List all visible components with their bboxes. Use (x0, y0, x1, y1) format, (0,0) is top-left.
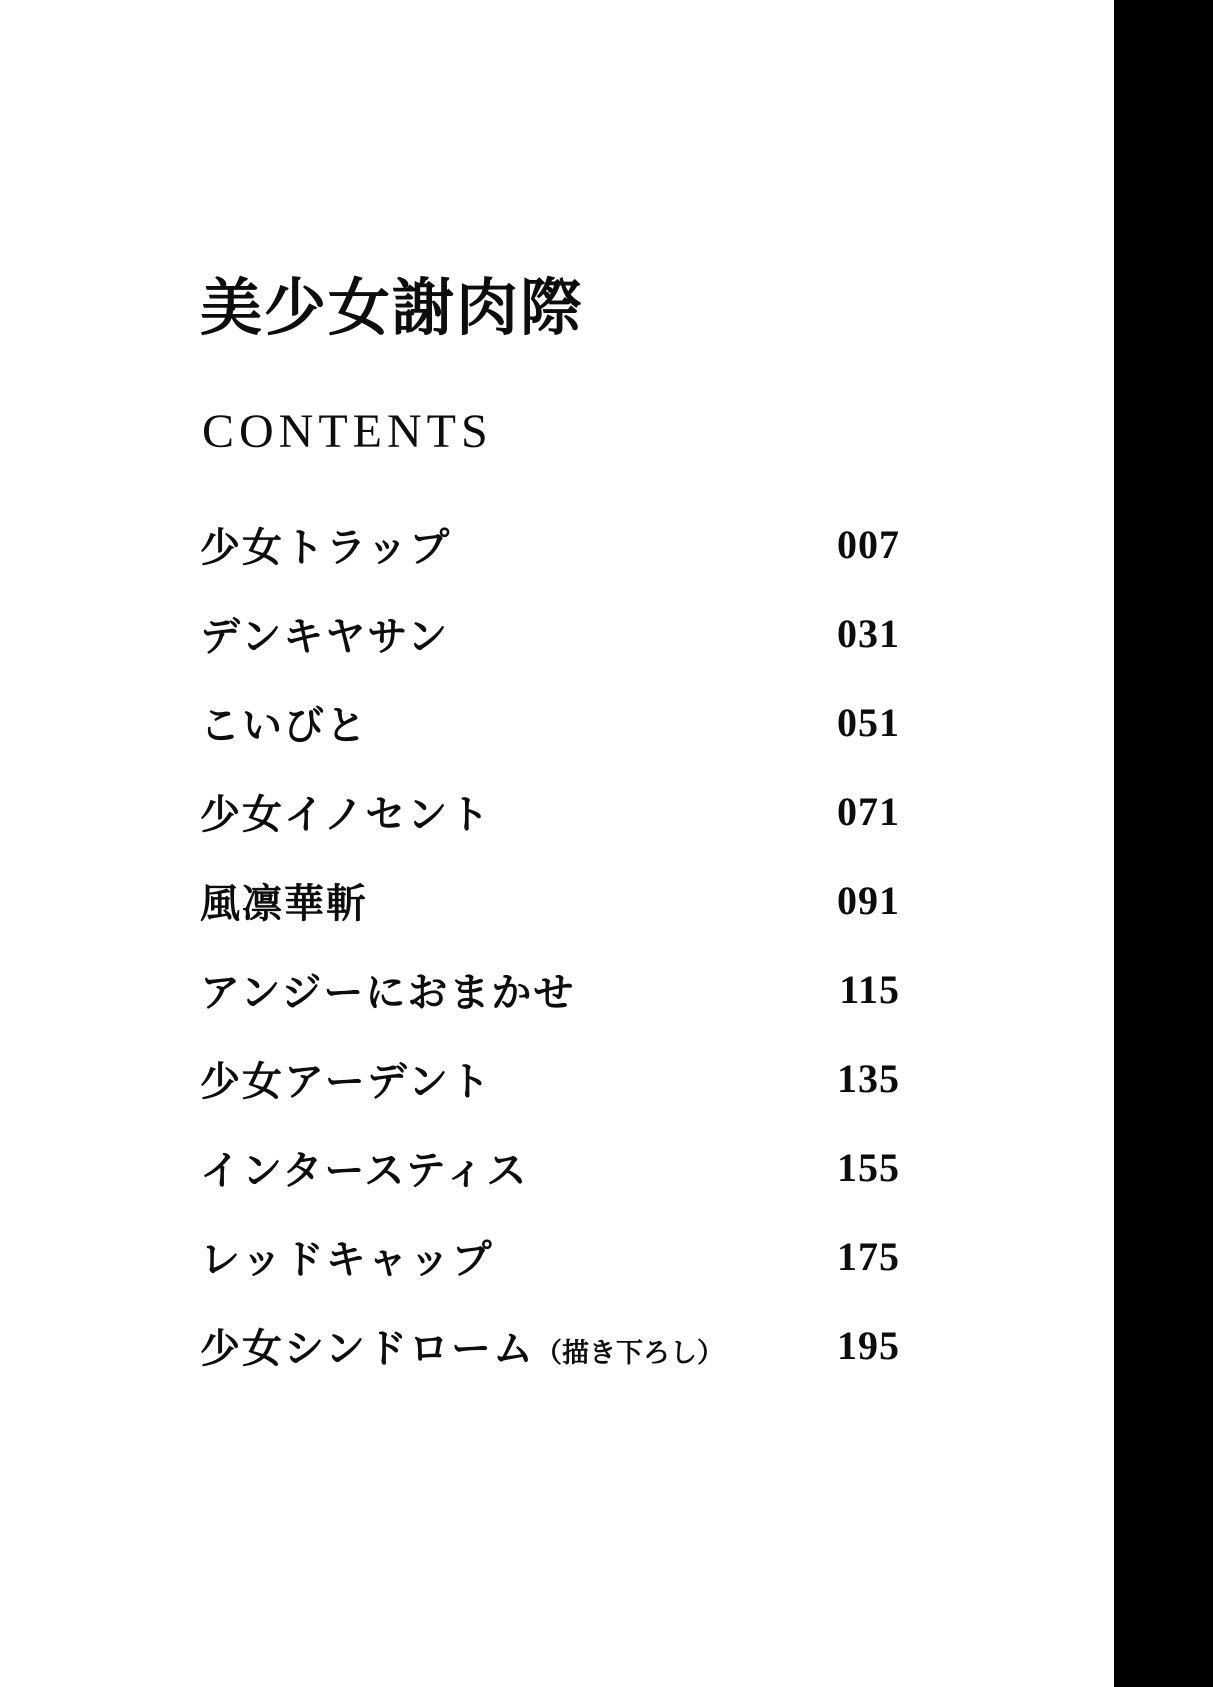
toc-entry[interactable] (200, 945, 900, 1034)
toc-entry-title: インタースティス (200, 1147, 529, 1194)
table-of-contents (200, 500, 900, 1390)
toc-entry-title: 少女シンドローム（描き下ろし） (200, 1325, 724, 1372)
toc-entry-title: レッドキャップ (200, 1236, 494, 1283)
toc-entry-title: 少女アーデント (200, 1058, 492, 1105)
toc-entry-page-number: 195 (837, 1323, 900, 1368)
toc-entry-title: デンキヤサン (200, 613, 450, 660)
toc-entry-title: 少女イノセント (200, 791, 492, 838)
contents-heading: CONTENTS (202, 405, 493, 458)
toc-entry[interactable] (200, 589, 900, 678)
toc-entry[interactable] (200, 1123, 900, 1212)
toc-entry-page-number: 007 (837, 522, 900, 567)
toc-entry-page-number: 071 (837, 789, 900, 834)
toc-entry[interactable] (200, 856, 900, 945)
toc-entry-title: アンジーにおまかせ (200, 969, 576, 1016)
toc-entry-page-number: 051 (837, 700, 900, 745)
toc-entry[interactable] (200, 767, 900, 856)
toc-entry-page-number: 115 (839, 967, 900, 1012)
toc-entry[interactable] (200, 1212, 900, 1301)
toc-entry-title: 少女トラップ (200, 524, 452, 571)
toc-entry-title: 風凛華斬 (200, 880, 368, 927)
toc-entry-page-number: 091 (837, 878, 900, 923)
toc-entry-title: こいびと (200, 702, 368, 749)
toc-entry-page-number: 031 (837, 611, 900, 656)
toc-entry-page-number: 175 (837, 1234, 900, 1279)
toc-entry-page-number: 155 (837, 1145, 900, 1190)
toc-entry-page-number: 135 (837, 1056, 900, 1101)
toc-entry-note: （描き下ろし） (535, 1338, 724, 1369)
toc-entry[interactable] (200, 1034, 900, 1123)
toc-entry[interactable] (200, 1301, 900, 1390)
page-gutter (1114, 0, 1213, 1687)
toc-entry[interactable] (200, 678, 900, 767)
page-title: 美少女謝肉際 (200, 271, 585, 344)
toc-entry[interactable] (200, 500, 900, 589)
